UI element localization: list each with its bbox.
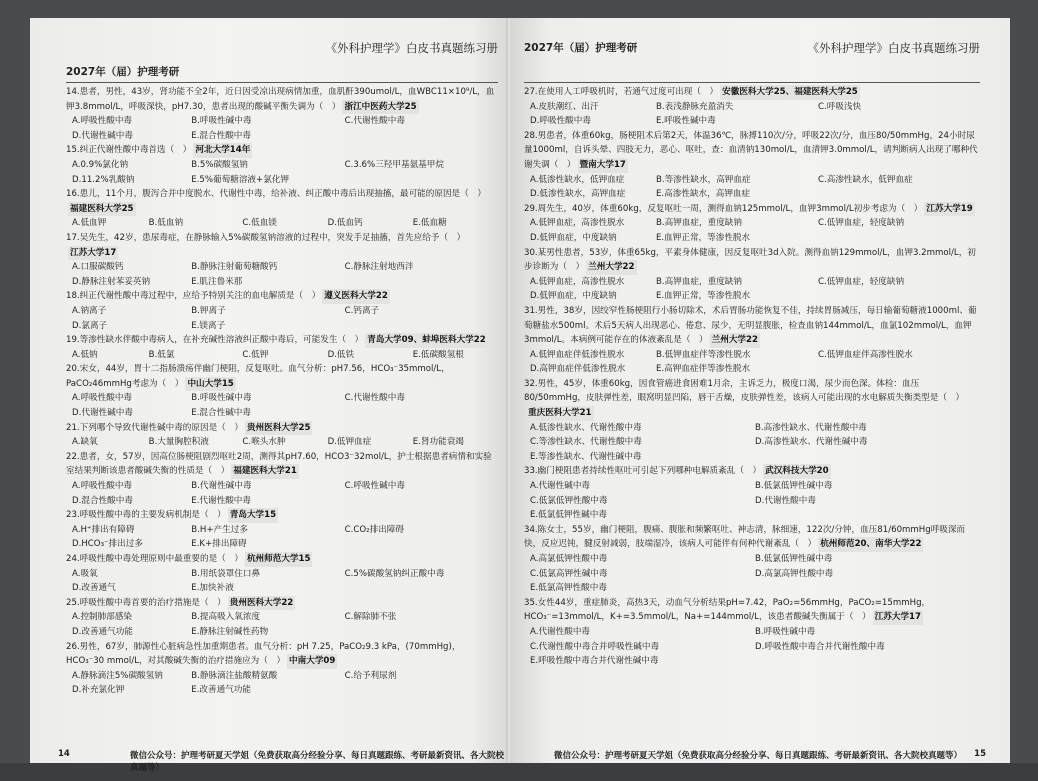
answer-options [66, 260, 498, 289]
answer-option: B.5%碳酸氢钠 [191, 159, 248, 170]
answer-options [66, 610, 498, 639]
answer-option: C.低钾血症，轻度缺钠 [818, 218, 905, 229]
school-source-tag: 青岛大学09、蚌埠医科大学22 [365, 333, 487, 348]
answer-option: B.大量胸腔积液 [148, 437, 209, 448]
answer-option: D.代谢性碱中毒 [72, 408, 133, 419]
answer-option: B.静脉注射葡萄糖酸钙 [191, 262, 278, 273]
school-source-tag: 杭州师范20、南华大学22 [818, 537, 923, 552]
answer-option: E.肌注鲁米那 [191, 276, 243, 287]
wechat-footer-note: 微信公众号：护理考研夏天学姐（免费获取高分经验分享、每日真题跟练、考研最新资讯、各大院校真题等） [130, 751, 505, 773]
school-source-tag: 中山大学15 [185, 377, 235, 392]
question-stem: 16.患儿，11个月，腹泻合并中度脱水、代谢性中毒，给补液、纠正酸中毒后出现抽搐，最可能的原因是（ ） [66, 189, 486, 200]
answer-option: A.代谢性碱中毒 [530, 481, 591, 492]
answer-option: C.低钾血症，轻度缺钠 [818, 276, 905, 287]
answer-option: D.低铁 [327, 349, 355, 360]
school-source-tag: 安徽医科大学25、福建医科大学25 [720, 85, 860, 100]
question-item [66, 640, 498, 698]
answer-option: C.给予利尿剂 [344, 670, 397, 681]
book-title: 《外科护理学》白皮书真题练习册 [807, 41, 980, 55]
question-item [524, 523, 980, 596]
answer-option: D.静脉注射苯妥英钠 [72, 276, 151, 287]
answer-options [524, 216, 980, 245]
question-stem: 18.纠正代谢性酸中毒过程中，应给予特别关注的血电解质是（ ） [66, 291, 321, 302]
question-item [66, 362, 498, 420]
answer-option: A.0.9%氯化钠 [72, 159, 129, 170]
answer-options [66, 479, 498, 508]
answer-option: B.高钾血症，重度缺钠 [656, 276, 742, 287]
question-stem: 35.女性44岁，重症肺炎，高热3天，动血气分析结果pH=7.42，PaO₂=56mmHg，PaCO₂=15mmHg，HCO₃⁻=13mmol/L，K+=3.5mmol/L，Na+=144mmol/L，该患者酸碱失衡属于（ ） [524, 597, 931, 623]
answer-option: E.肾功能衰竭 [412, 437, 464, 448]
answer-options [66, 567, 498, 596]
answer-option: D.高渗性缺水、代谢性碱中毒 [755, 437, 868, 448]
answer-option: E.改善通气功能 [191, 685, 251, 696]
answer-options [66, 348, 498, 363]
answer-option: D.改善通气 [72, 583, 116, 594]
school-source-tag: 重庆医科大学21 [526, 406, 594, 421]
school-source-tag: 兰州大学22 [710, 333, 760, 348]
question-stem: 34.陈女士，55岁，幽门梗阻，腹痛、腹胀和频繁呕吐、神志清，脉细速，122次/分钟，血压81/60mmHg呼吸深而快，反应迟钝，腱反射减弱，肢端湿冷，该病人可能伴有何种代谢紊乱（ ） [524, 524, 966, 550]
answer-option: C.3.6%三羟甲基氨基甲烷 [344, 159, 444, 170]
answer-option: C.呼吸性碱中毒 [344, 481, 405, 492]
answer-options [66, 304, 498, 333]
question-item [524, 596, 980, 669]
answer-option: B.呼吸性碱中毒 [191, 116, 252, 127]
answer-option: C.CO₂排出障碍 [344, 524, 404, 535]
answer-option: E.血钾正常，等渗性脱水 [656, 291, 751, 302]
answer-option: E.K+排出障碍 [191, 539, 247, 550]
question-stem: 33.幽门梗阻患者持续性呕吐可引起下列哪种电解质紊乱（ ） [524, 466, 762, 477]
left-page [30, 18, 510, 773]
answer-option: E.高渗性缺水，高钾血症 [656, 189, 751, 200]
page-number: 15 [974, 749, 986, 759]
answer-option: C.等渗性缺水、代谢性酸中毒 [530, 437, 642, 448]
answer-options [524, 479, 980, 523]
answer-option: A.呼吸性酸中毒 [72, 116, 133, 127]
answer-option: C.钙离子 [344, 305, 380, 316]
answer-option: A.皮肤潮红、出汗 [530, 101, 599, 112]
answer-option: D.低血钙 [327, 218, 363, 229]
question-item [524, 246, 980, 304]
answer-option: A.控制肺部感染 [72, 612, 133, 623]
answer-option: C.低钾血症伴高渗性脱水 [818, 349, 913, 360]
question-item [524, 304, 980, 377]
answer-option: A.低钾血症，高渗性脱水 [530, 218, 625, 229]
answer-option: E.等渗性缺水、代谢性碱中毒 [530, 451, 642, 462]
answer-option: E.低氯低钾性碱中毒 [530, 510, 607, 521]
question-stem: 21.下列哪个导致代谢性碱中毒的原因是（ ） [66, 422, 243, 433]
question-stem: 27.在使用人工呼吸机时，若通气过度可出现（ ） [524, 87, 719, 97]
question-stem: 22.患者，女，57岁，因高位肠梗阻剧烈呕吐2周，测得其pH7.60，HCO3⁻32mol/L，护士根据患者病情和实验室结果判断该患者酸碱失衡的性质是（ ） [66, 451, 492, 477]
answer-option: E.高钾血症伴等渗性脱水 [656, 364, 751, 375]
answer-option: D.低钾血症，中度缺钠 [530, 291, 617, 302]
answer-option: C.喉头水肿 [242, 437, 286, 448]
answer-option: D.改善通气功能 [72, 626, 133, 637]
answer-option: D.低钾血症 [327, 437, 372, 448]
answer-option: B.H+产生过多 [191, 524, 248, 535]
answer-option: D.11.2%乳酸钠 [72, 174, 135, 185]
answer-option: A.低钾血症伴低渗性脱水 [530, 349, 625, 360]
answer-option: B.低氯低钾性碱中毒 [755, 554, 833, 564]
question-list [524, 85, 980, 669]
answer-option: B.低血钠 [148, 218, 184, 229]
answer-option: B.代谢性碱中毒 [191, 481, 252, 492]
answer-option: C.低钾 [242, 349, 269, 360]
answer-option: C.呼吸浅快 [818, 101, 862, 112]
answer-option: A.低渗性缺水，低钾血症 [530, 174, 625, 185]
question-stem: 24.呼吸性酸中毒处理原则中最重要的是（ ） [66, 554, 243, 564]
exam-year-label: 2027年（届）护理考研 [66, 66, 180, 78]
school-source-tag: 遵义医科大学22 [322, 289, 390, 304]
school-source-tag: 福建医科大学25 [68, 202, 136, 217]
answer-option: D.代谢性碱中毒 [72, 130, 133, 141]
answer-option: E.呼吸性酸中毒合并代谢性碱中毒 [530, 656, 659, 667]
answer-option: B.呼吸性碱中毒 [191, 393, 252, 404]
school-source-tag: 兰州大学22 [586, 260, 636, 275]
answer-options [524, 275, 980, 304]
question-stem: 31.男性，38岁，因绞窄性肠梗阻行小肠切除术，术后胃肠功能恢复不佳，持续胃肠减压，每日输葡萄糖液1000ml、葡萄糖盐水500ml。术后5天病人出现恶心、倦怠、尿少，无明显腹胀，检查血钠144mmol/L，血氯102mmol/L，血钾3mmol/L。本病例可能存在的体液紊乱是（ ） [524, 305, 977, 346]
page-number: 14 [58, 749, 70, 759]
exam-year-label: 2027年（届）护理考研 [524, 42, 638, 54]
answer-option: B.低钾血症伴等渗性脱水 [656, 349, 751, 360]
answer-option: C.代谢性酸中毒合并呼吸性碱中毒 [530, 641, 660, 652]
answer-options [66, 669, 498, 698]
answer-option: C.解除肺不张 [344, 612, 397, 623]
question-item [524, 464, 980, 522]
answer-option: D.代谢性酸中毒 [755, 495, 816, 506]
answer-option: A.缺氧 [72, 437, 98, 448]
school-source-tag: 杭州师范大学15 [245, 552, 313, 567]
question-item [66, 85, 498, 143]
answer-option: C.静脉注射地西泮 [344, 262, 414, 273]
answer-option: C.代谢性酸中毒 [344, 393, 405, 404]
answer-option: B.表浅静脉充盈消失 [656, 101, 734, 112]
answer-option: D.高钾血症伴低渗性脱水 [530, 364, 626, 375]
answer-option: C.低氯高钾性碱中毒 [530, 568, 608, 579]
answer-option: B.低氯低钾性碱中毒 [755, 481, 833, 492]
question-item [524, 85, 980, 129]
question-item [66, 333, 498, 362]
question-stem: 26.男性，67岁，肺源性心脏病急性加重期患者。血气分析：pH 7.25，PaCO₂9.3 kPa，(70mmHg)，HCO₃⁻30 mmol/L，对其酸碱失衡的治疗措施应为（ ） [66, 641, 461, 667]
answer-option: D.低渗性缺水，高钾血症 [530, 189, 626, 200]
answer-options [66, 435, 498, 450]
answer-option: D.高氯高钾性酸中毒 [755, 568, 834, 579]
question-stem: 25.呼吸性酸中毒首要的治疗措施是（ ） [66, 597, 226, 608]
question-stem: 29.周先生，40岁，体重60kg，反复呕吐一周，测得血钠125mmol/L，血钾3mmol/L初步考虑为（ ） [524, 203, 923, 214]
wechat-footer-note: 微信公众号：护理考研夏天学姐（免费获取高分经验分享、每日真题跟练、考研最新资讯、各大院校真题等） [554, 751, 963, 761]
school-source-tag: 贵州医科大学22 [228, 596, 296, 611]
answer-option: B.高渗性缺水、代谢性酸中毒 [755, 422, 867, 433]
school-source-tag: 贵州医科大学25 [245, 421, 313, 436]
answer-options [524, 173, 980, 202]
answer-option: D.呼吸性酸中毒合并代谢性酸中毒 [755, 641, 885, 652]
question-item [524, 202, 980, 246]
answer-option: B.静脉滴注盐酸精氨酸 [191, 670, 278, 681]
answer-option: C.代谢性酸中毒 [344, 116, 405, 127]
answer-option: A.低钠 [72, 349, 98, 360]
question-item [66, 450, 498, 508]
answer-option: A.口服碳酸钙 [72, 262, 124, 273]
answer-options [66, 523, 498, 552]
answer-options [66, 391, 498, 420]
answer-option: C.低氯低钾性酸中毒 [530, 495, 608, 506]
answer-options [66, 158, 498, 187]
answer-option: A.代谢性酸中毒 [530, 626, 591, 637]
question-item [66, 421, 498, 450]
answer-option: C.5%碳酸氢钠纠正酸中毒 [344, 568, 445, 579]
answer-option: E.呼吸性碱中毒 [656, 116, 716, 127]
answer-option: A.低渗性缺水、代谢性酸中毒 [530, 422, 642, 433]
answer-option: A.呼吸性酸中毒 [72, 481, 133, 492]
answer-option: E.低血糖 [412, 218, 447, 229]
answer-option: D.氯离子 [72, 320, 108, 331]
answer-options [66, 216, 498, 231]
question-list [66, 85, 498, 698]
answer-option: E.低氯高钾性酸中毒 [530, 583, 607, 594]
school-source-tag: 江苏大学17 [873, 610, 923, 625]
answer-option: D.混合性酸中毒 [72, 495, 133, 506]
answer-option: B.等渗性缺水，高钾血症 [656, 174, 751, 185]
answer-option: E.混合性酸中毒 [191, 130, 251, 141]
question-item [66, 187, 498, 231]
question-stem: 32.男性，45岁，体重60kg，因食管癌进食困难1月余，主诉乏力，极度口渴，尿少而色深。体检：血压80/50mmHg，皮肤弹性差，眼窝明显凹陷，唇干舌燥，皮肤弹性差，该病人可能出现的水电解质失衡类型是（ ） [524, 378, 965, 404]
answer-options [524, 100, 980, 129]
question-item [66, 552, 498, 596]
answer-option: B.高钾血症，重度缺钠 [656, 218, 742, 229]
school-source-tag: 青岛大学15 [228, 508, 278, 523]
school-source-tag: 浙江中医药大学25 [342, 100, 418, 115]
school-source-tag: 福建医科大学21 [231, 464, 299, 479]
school-source-tag: 中南大学09 [287, 654, 337, 669]
school-source-tag: 河北大学14年 [193, 143, 252, 158]
page-header [524, 36, 980, 83]
answer-option: E.低碳酸氢根 [412, 349, 464, 360]
question-stem: 17.吴先生，42岁，患尿毒症，在静脉输入5%碳酸氢钠溶液的过程中，突发手足抽搐，首先应给予（ ） [66, 232, 466, 243]
question-item [66, 596, 498, 640]
answer-options [524, 552, 980, 596]
answer-option: D.低钾血症，中度缺钠 [530, 232, 617, 243]
answer-option: A.钠离子 [72, 305, 107, 316]
question-item [66, 143, 498, 187]
answer-option: E.代谢性酸中毒 [191, 495, 251, 506]
question-stem: 14.患者，男性，43岁，肾功能不全2年，近日因受凉出现病情加重，血肌酐390umol/L，血WBC11×10⁹/L，血钾3.8mmol/L，呼吸深快，pH7.30，患者出现的酸碱平衡失调为（ ） [66, 87, 495, 112]
school-source-tag: 江苏大学19 [924, 202, 974, 217]
question-item [524, 377, 980, 465]
question-item [524, 129, 980, 202]
answer-option: D.补充氯化钾 [72, 685, 125, 696]
question-item [66, 231, 498, 289]
book-title: 《外科护理学》白皮书真题练习册 [325, 41, 498, 55]
answer-options [524, 421, 980, 465]
answer-option: A.吸氧 [72, 568, 98, 579]
question-item [66, 289, 498, 333]
answer-option: C.高渗性缺水，低钾血症 [818, 174, 913, 185]
answer-options [524, 348, 980, 377]
answer-option: B.用纸袋罩住口鼻 [191, 568, 261, 579]
answer-option: B.低氯 [148, 349, 175, 360]
answer-option: D.呼吸性酸中毒 [530, 116, 591, 127]
answer-option: A.H⁺排出有障碍 [72, 524, 135, 535]
answer-option: E.静脉注射碱性药物 [191, 626, 269, 637]
answer-option: A.呼吸性酸中毒 [72, 393, 133, 404]
answer-option: E.血钾正常，等渗性脱水 [656, 232, 751, 243]
answer-option: B.钾离子 [191, 305, 226, 316]
answer-option: A.低血钾 [72, 218, 107, 229]
school-source-tag: 武汉科技大学20 [763, 464, 831, 479]
answer-option: A.高氯低钾性酸中毒 [530, 554, 608, 564]
question-stem: 28.男患者，体重60kg，肠梗阻术后第2天，体温36℃，脉搏110次/分，呼吸22次/分，血压80/50mmHg，24小时尿量1000ml，自诉头晕、四肢无力，恶心、呕吐，查：血清钠130mol/L，血清钾3.0mmol/L，请判断病人出现了哪种代谢失调（ ） [524, 130, 978, 170]
question-stem: 19.等渗性缺水伴酸中毒病人，在补充碱性溶液纠正酸中毒后，可能发生（ ） [66, 335, 364, 346]
answer-option: E.5%葡萄糖溶液+氯化钾 [191, 174, 290, 185]
answer-option: A.低钾血症，高渗性脱水 [530, 276, 625, 287]
question-stem: 30.某男性患者，53岁，体重65kg，平素身体健康，因反复呕吐3d入院。测得血钠129mmol/L，血钾3.2mmol/L，初步诊断为（ ） [524, 247, 976, 273]
answer-option: D.HCO₃⁻排出过多 [72, 539, 143, 550]
answer-option: B.呼吸性碱中毒 [755, 626, 816, 637]
answer-option: C.低血镁 [242, 218, 277, 229]
answer-option: E.混合性碱中毒 [191, 408, 251, 419]
answer-options [66, 114, 498, 143]
answer-option: E.加快补液 [191, 583, 234, 594]
answer-option: B.提高吸入氧浓度 [191, 612, 261, 623]
answer-options [524, 625, 980, 669]
school-source-tag: 江苏大学17 [68, 246, 118, 261]
answer-option: E.镁离子 [191, 320, 226, 331]
question-stem: 20.宋女，44岁，胃十二指肠溃疡伴幽门梗阻，反复呕吐。血气分析：pH7.56，HCO₃⁻35mmol/L，PaCO₂46mmHg考虑为（ ） [66, 364, 450, 389]
school-source-tag: 暨南大学17 [578, 158, 628, 173]
question-stem: 23.呼吸性酸中毒的主要发病机制是（ ） [66, 510, 226, 521]
question-stem: 15.纠正代谢性酸中毒首选（ ） [66, 145, 192, 156]
page-header [66, 36, 498, 83]
question-item [66, 508, 498, 552]
right-page [510, 18, 1010, 763]
answer-option: A.静脉滴注5%碳酸氢钠 [72, 670, 163, 681]
